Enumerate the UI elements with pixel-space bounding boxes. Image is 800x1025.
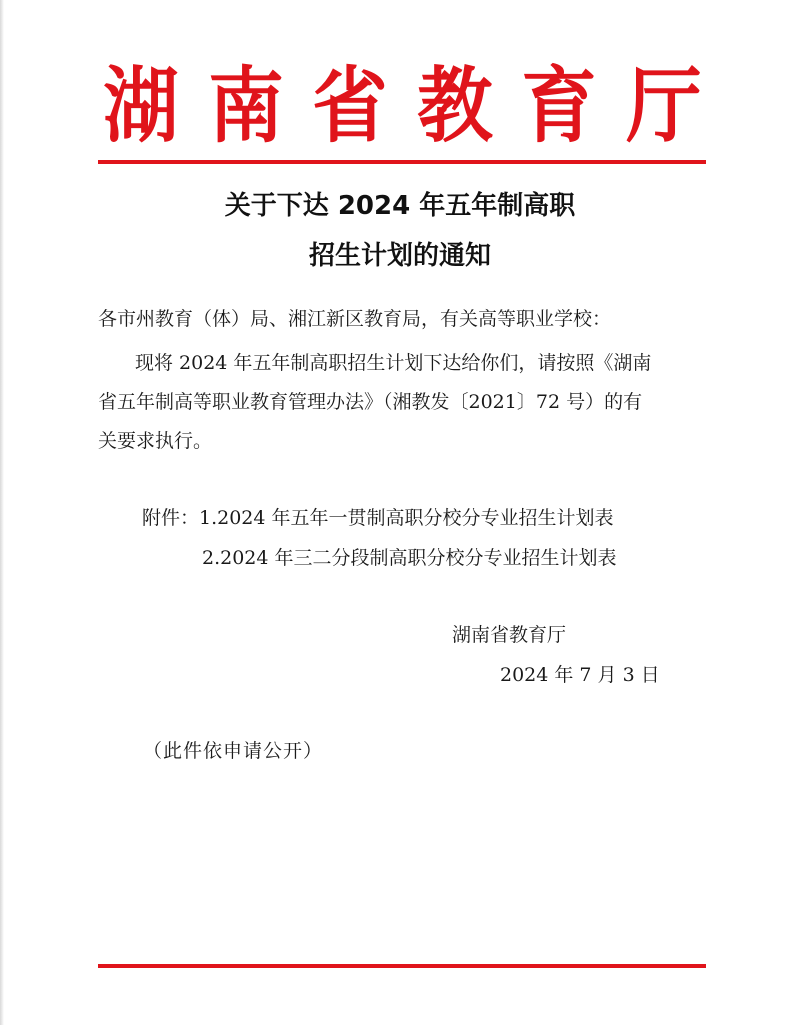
footer-red-divider [98,964,706,968]
attachment-item-2: 2.2024 年三二分段制高职分校分专业招生计划表 [202,547,617,569]
header-char: 南 [207,58,284,154]
header-char: 教 [417,58,493,154]
issuer-signature: 湖南省教育厅 [452,624,567,646]
paragraph-line-3: 关要求执行。 [98,430,213,452]
header-char: 省 [312,58,388,154]
notice-title-line-1: 关于下达 2024 年五年制高职 [224,191,576,221]
header-red-divider [98,160,706,164]
paragraph-line-2: 省五年制高等职业教育管理办法》（湘教发〔2021〕72 号）的有 [98,391,643,413]
notice-title-line-2: 招生计划的通知 [308,241,491,271]
disclosure-note: （此件依申请公开） [143,740,324,762]
issue-date: 2024 年 7 月 3 日 [500,664,660,686]
header-char: 厅 [626,58,702,154]
header-char: 育 [521,58,598,154]
salutation: 各市州教育（体）局、湘江新区教育局，有关高等职业学校： [98,308,612,330]
issuing-authority-header [100,58,705,154]
attachment-item-1: 附件：1.2024 年五年一贯制高职分校分专业招生计划表 [142,507,614,529]
header-char: 湖 [103,58,179,154]
page-edge-shadow [0,0,4,1025]
paragraph-line-1: 现将 2024 年五年制高职招生计划下达给你们，请按照《湖南 [135,352,652,374]
